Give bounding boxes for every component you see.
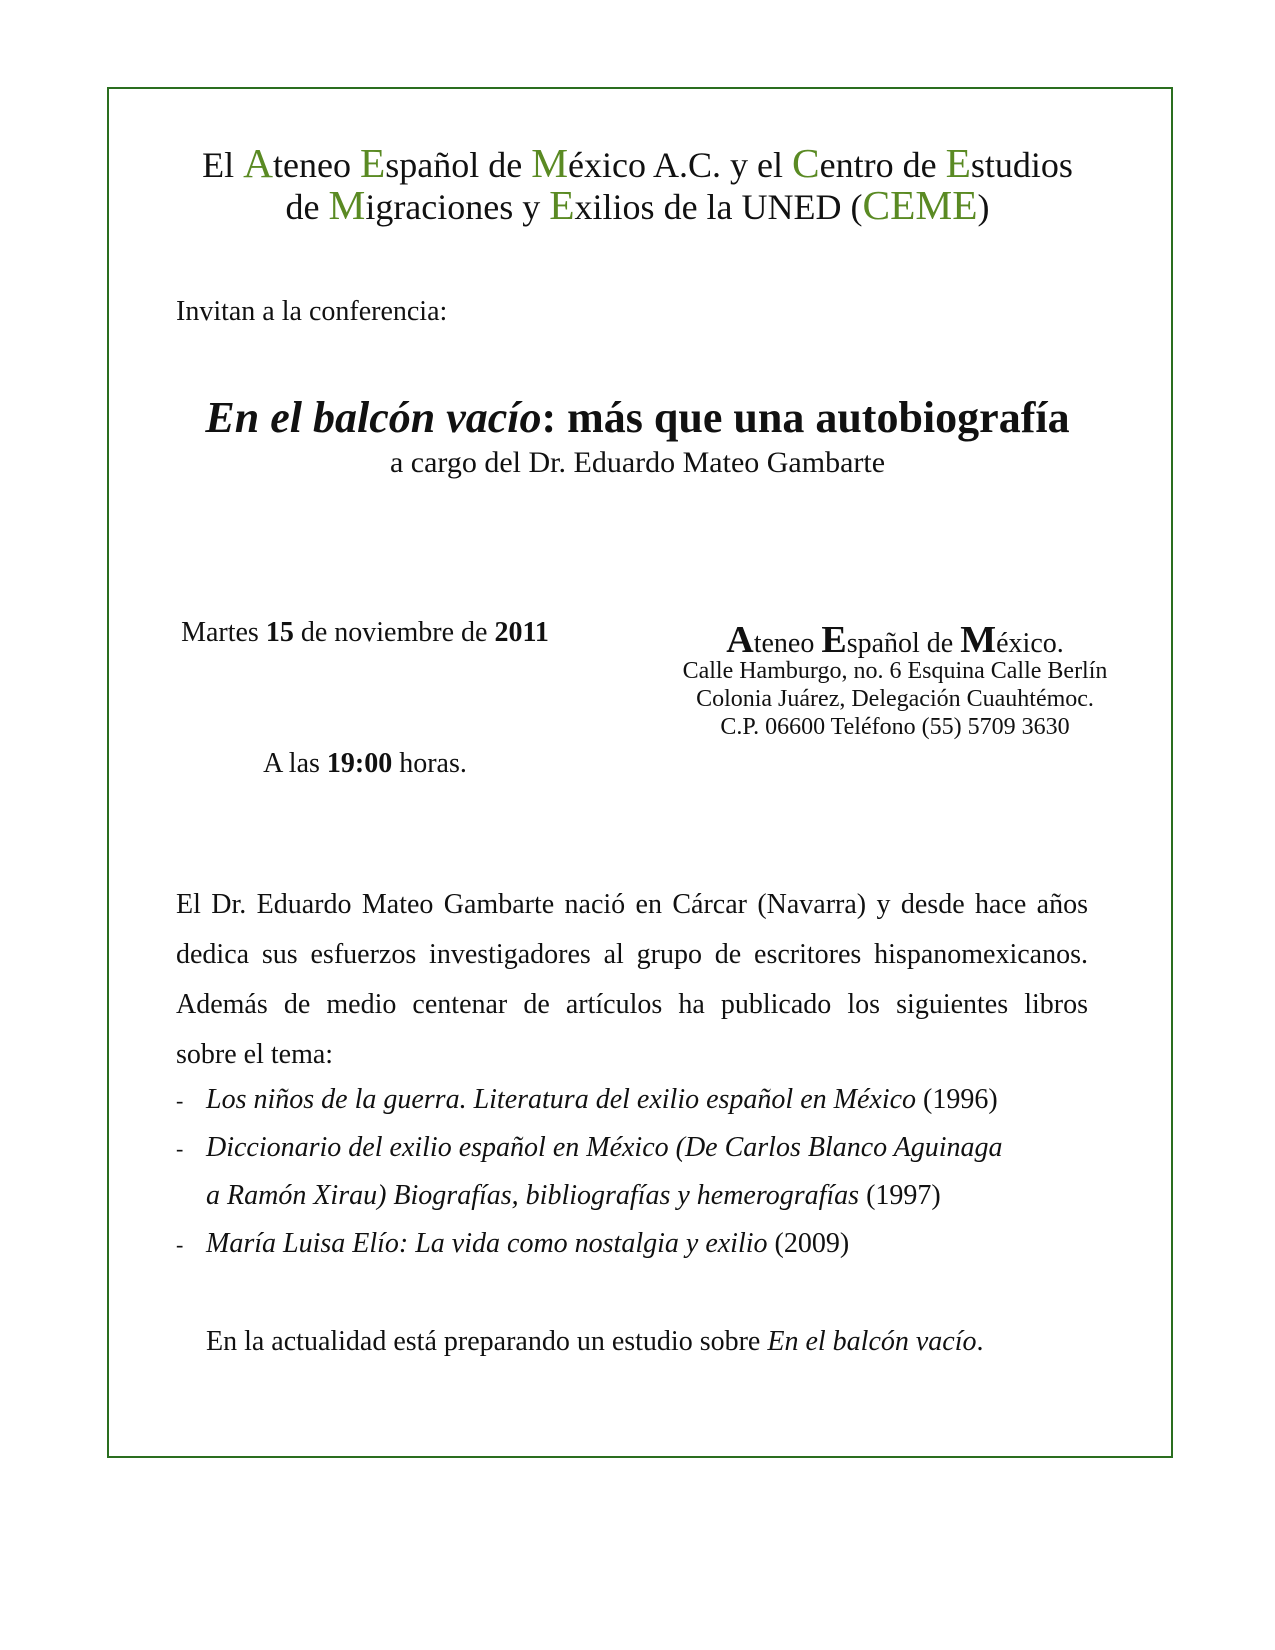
text-segment: de <box>285 187 329 227</box>
venue-initial: M <box>960 619 997 661</box>
invite-text: Invitan a la conferencia: <box>176 296 448 327</box>
book-year: (1997) <box>859 1180 941 1211</box>
header-line-2 <box>0 184 1275 228</box>
highlight-initial: E <box>549 182 575 228</box>
closing-title: En el balcón vacío <box>767 1326 977 1357</box>
book-title: a Ramón Xirau) Biografías, bibliografías y hemerografías <box>206 1180 860 1211</box>
highlight-initial: M <box>531 140 569 186</box>
bullet-dash: - <box>176 1232 184 1257</box>
event-time <box>170 748 560 780</box>
text-segment: studios <box>970 145 1073 185</box>
conference-title-italic: En el balcón vacío <box>205 393 542 442</box>
venue-initial: A <box>726 619 754 661</box>
bullet-dash: - <box>176 1136 184 1161</box>
closing-sentence <box>206 1326 984 1358</box>
time-hour: 19:00 <box>326 748 393 779</box>
venue-name <box>640 618 1150 662</box>
bio-line: dedica sus esfuerzos investigadores al grupo de escritores hispanomexicanos. <box>176 939 1088 970</box>
date-day: 15 <box>265 617 294 648</box>
highlight-initial: M <box>328 182 366 228</box>
text-segment: El <box>202 145 244 185</box>
bio-line: El Dr. Eduardo Mateo Gambarte nació en Cárcar (Navarra) y desde hace años <box>176 889 1088 920</box>
text-segment: xilios de la UNED ( <box>574 187 863 227</box>
bullet-dash: - <box>176 1088 184 1113</box>
highlight-initial: E <box>359 140 386 186</box>
closing-text: En la actualidad está preparando un estudio sobre <box>206 1326 768 1357</box>
text-segment: éxico. <box>996 628 1064 659</box>
event-date <box>170 617 560 649</box>
book-item <box>206 1084 998 1116</box>
venue-address-line: C.P. 06600 Teléfono (55) 5709 3630 <box>720 714 1070 740</box>
text-segment: ) <box>977 187 990 227</box>
date-weekday: Martes <box>181 617 266 648</box>
highlight-initial: E <box>945 140 971 186</box>
time-suffix: horas. <box>392 748 467 779</box>
closing-period: . <box>976 1326 984 1357</box>
venue-initial: E <box>821 619 847 661</box>
text-segment: éxico A.C. y el <box>568 145 793 185</box>
speaker-line: a cargo del Dr. Eduardo Mateo Gambarte <box>389 446 886 479</box>
text-segment: spañol de <box>385 145 532 185</box>
bio-paragraph <box>176 880 1088 1080</box>
book-title: Diccionario del exilio español en México (De Carlos Blanco Aguinaga <box>206 1132 1003 1163</box>
conference-title <box>0 392 1275 443</box>
text-segment: entro de <box>819 145 946 185</box>
venue-address-line: Colonia Juárez, Delegación Cuauhtémoc. <box>696 686 1094 712</box>
text-segment: teneo <box>753 628 822 659</box>
text-segment: igraciones y <box>365 187 550 227</box>
book-year: (1996) <box>916 1084 998 1115</box>
time-prefix: A las <box>263 748 327 779</box>
conference-title-rest: : más que una autobiografía <box>541 393 1070 442</box>
text-segment: teneo <box>273 145 360 185</box>
date-year: 2011 <box>494 617 549 648</box>
date-month: de noviembre de <box>293 617 495 648</box>
venue-address-line: Calle Hamburgo, no. 6 Esquina Calle Berlín <box>682 658 1108 684</box>
header-line-1 <box>0 142 1275 186</box>
book-item <box>206 1228 849 1260</box>
highlight-initial: CEME <box>862 182 978 228</box>
book-title: Los niños de la guerra. Literatura del exilio español en México <box>206 1084 917 1115</box>
bio-line: Además de medio centenar de artículos ha publicado los siguientes libros <box>176 989 1088 1020</box>
highlight-initial: A <box>243 140 273 186</box>
highlight-initial: C <box>792 140 820 186</box>
book-item-continued <box>206 1180 941 1212</box>
book-title: María Luisa Elío: La vida como nostalgia y exilio <box>206 1228 768 1259</box>
bio-line: sobre el tema: <box>176 1039 334 1070</box>
book-year: (2009) <box>767 1228 850 1259</box>
book-item <box>206 1132 1003 1164</box>
text-segment: spañol de <box>846 628 961 659</box>
